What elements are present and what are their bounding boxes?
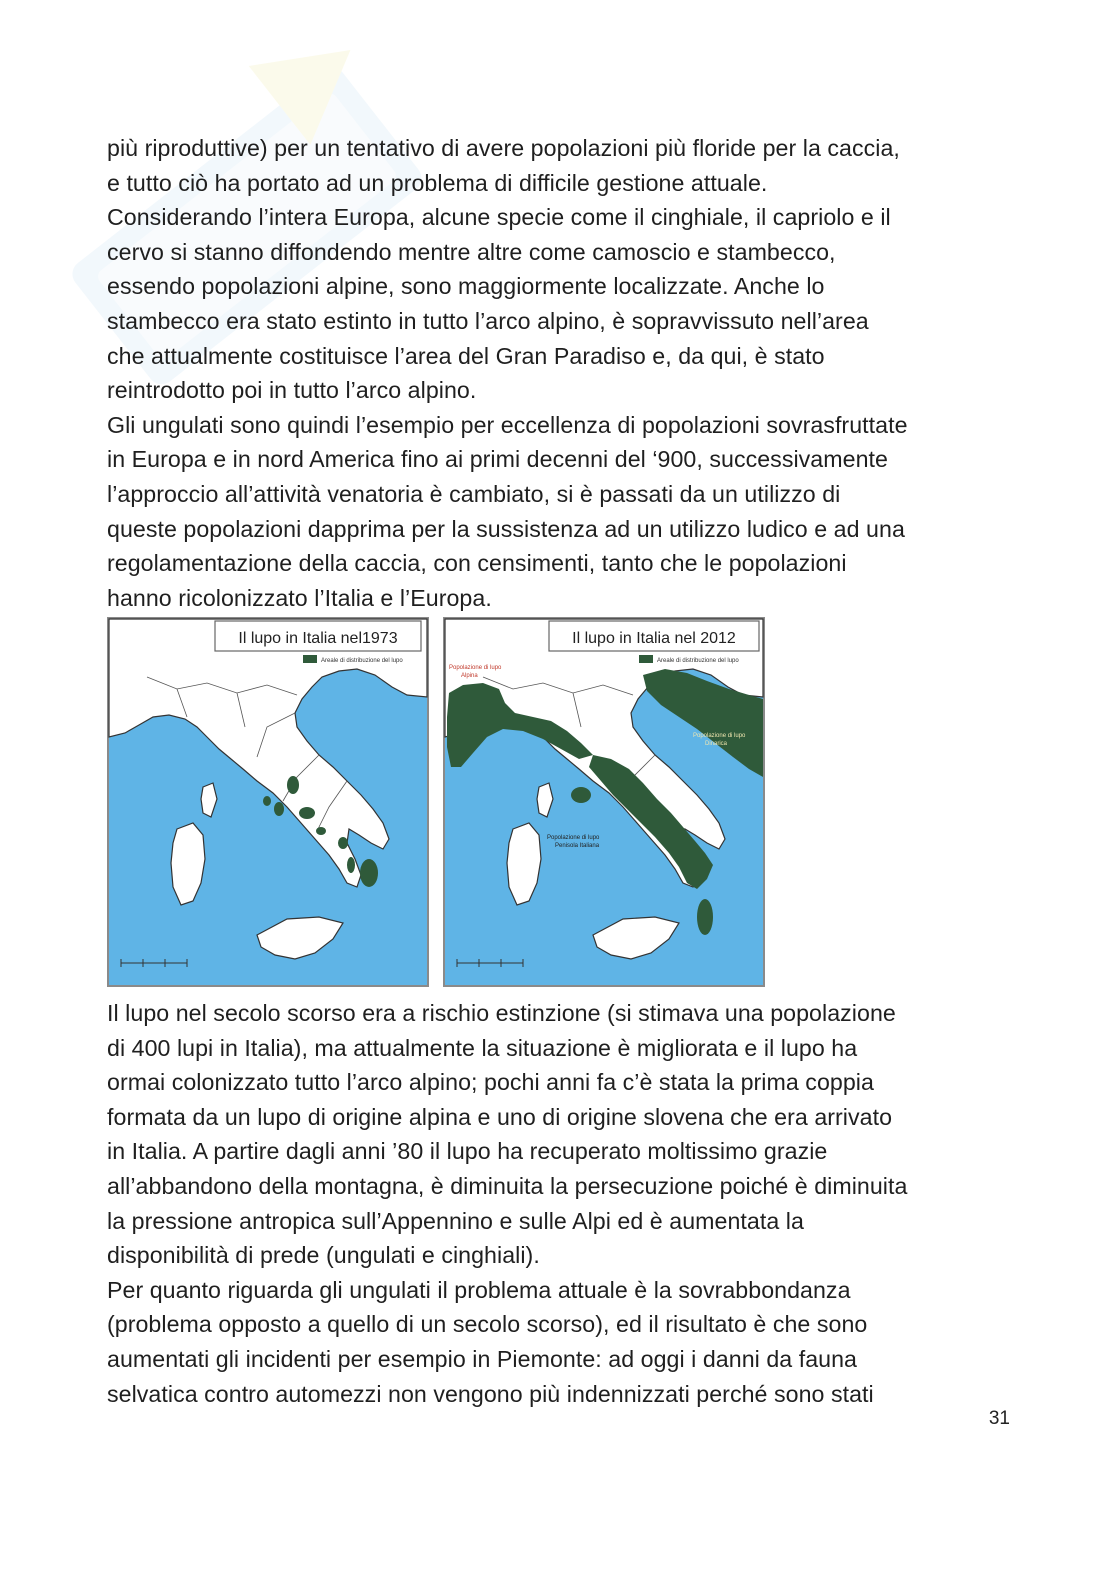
legend-swatch: [303, 655, 317, 663]
legend-label: Areale di distribuzione del lupo: [657, 658, 739, 664]
text-line: reintrodotto poi in tutto l’arco alpino.: [107, 377, 477, 404]
text-line: l’approccio all’attività venatoria è cambiato, si è passati da un utilizzo di: [107, 480, 841, 507]
map-title: Il lupo in Italia nel 2012: [572, 630, 736, 647]
text-line: che attualmente costituisce l’area del Gran Paradiso e, da qui, è stato: [107, 342, 825, 369]
text-line: Considerando l’intera Europa, alcune specie come il cinghiale, il capriolo e il: [107, 204, 891, 231]
text-line: aumentati gli incidenti per esempio in Piemonte: ad oggi i danni da fauna: [107, 1345, 857, 1372]
text-line: in Italia. A partire dagli anni ’80 il lupo ha recuperato moltissimo grazie: [107, 1138, 828, 1165]
legend-swatch: [639, 655, 653, 663]
text-line: ormai colonizzato tutto l’arco alpino; pochi anni fa c’è stata la prima coppia: [107, 1069, 874, 1096]
label-peninsular: Popolazione di lupo Penisola Italiana: [547, 835, 600, 849]
text-line: queste popolazioni dapprima per la sussistenza ad un utilizzo ludico e ad una: [107, 515, 905, 542]
text-line: Il lupo nel secolo scorso era a rischio estinzione (si stimava una popolazione: [107, 1000, 896, 1026]
text-line: all’abbandono della montagna, è diminuita la persecuzione poiché è diminuita: [107, 1172, 908, 1199]
text-line: (problema opposto a quello di un secolo scorso), ed il risultato è che sono: [107, 1311, 868, 1338]
page-number: 31: [988, 1408, 1010, 1429]
text-line: formata da un lupo di origine alpina e uno di origine slovena che era arrivato: [107, 1103, 893, 1130]
text-line: Gli ungulati sono quindi l’esempio per eccellenza di popolazioni sovrasfruttate: [107, 411, 908, 438]
map-2012: [443, 617, 765, 987]
label-alpine: Popolazione di lupo Alpina: [449, 665, 502, 679]
text-line: Per quanto riguarda gli ungulati il problema attuale è la sovrabbondanza: [107, 1276, 851, 1303]
text-line: di 400 lupi in Italia), ma attualmente la situazione è migliorata e il lupo ha: [107, 1034, 858, 1061]
text-line: in Europa e in nord America fino ai primi decenni del ‘900, successivamente: [107, 446, 888, 473]
text-line: essendo popolazioni alpine, sono maggiormente localizzate. Anche lo: [107, 273, 825, 300]
text-line: hanno ricolonizzato l’Italia e l’Europa.: [107, 584, 492, 611]
wolf-distribution-figure: [107, 617, 777, 987]
text-line: selvatica contro automezzi non vengono più indennizzati perché sono stati: [107, 1380, 874, 1407]
paragraph-bottom: [107, 996, 1007, 1411]
label-dinaric: Popolazione di lupo Dinarica: [693, 733, 746, 747]
legend-label: Areale di distribuzione del lupo: [321, 658, 403, 664]
text-line: stambecco era stato estinto in tutto l’arco alpino, è sopravvissuto nell’area: [107, 307, 869, 334]
wolf-range-patch: [571, 787, 591, 803]
text-line: e tutto ciò ha portato ad un problema di difficile gestione attuale.: [107, 169, 768, 196]
text-line: cervo si stanno diffondendo mentre altre come camoscio e stambecco,: [107, 238, 836, 265]
text-line: disponibilità di prede (ungulati e cinghiali).: [107, 1242, 540, 1269]
paragraph-top: [107, 131, 1007, 615]
text-line: regolamentazione della caccia, con censimenti, tanto che le popolazioni: [107, 550, 847, 577]
wolf-range-patch: [697, 899, 713, 935]
text-line: più riproduttive) per un tentativo di avere popolazioni più floride per la caccia,: [107, 135, 900, 161]
text-line: la pressione antropica sull’Appennino e sulle Alpi ed è aumentata la: [107, 1207, 804, 1234]
map-title: Il lupo in Italia nel1973: [238, 630, 398, 647]
map-1973: [107, 617, 429, 987]
